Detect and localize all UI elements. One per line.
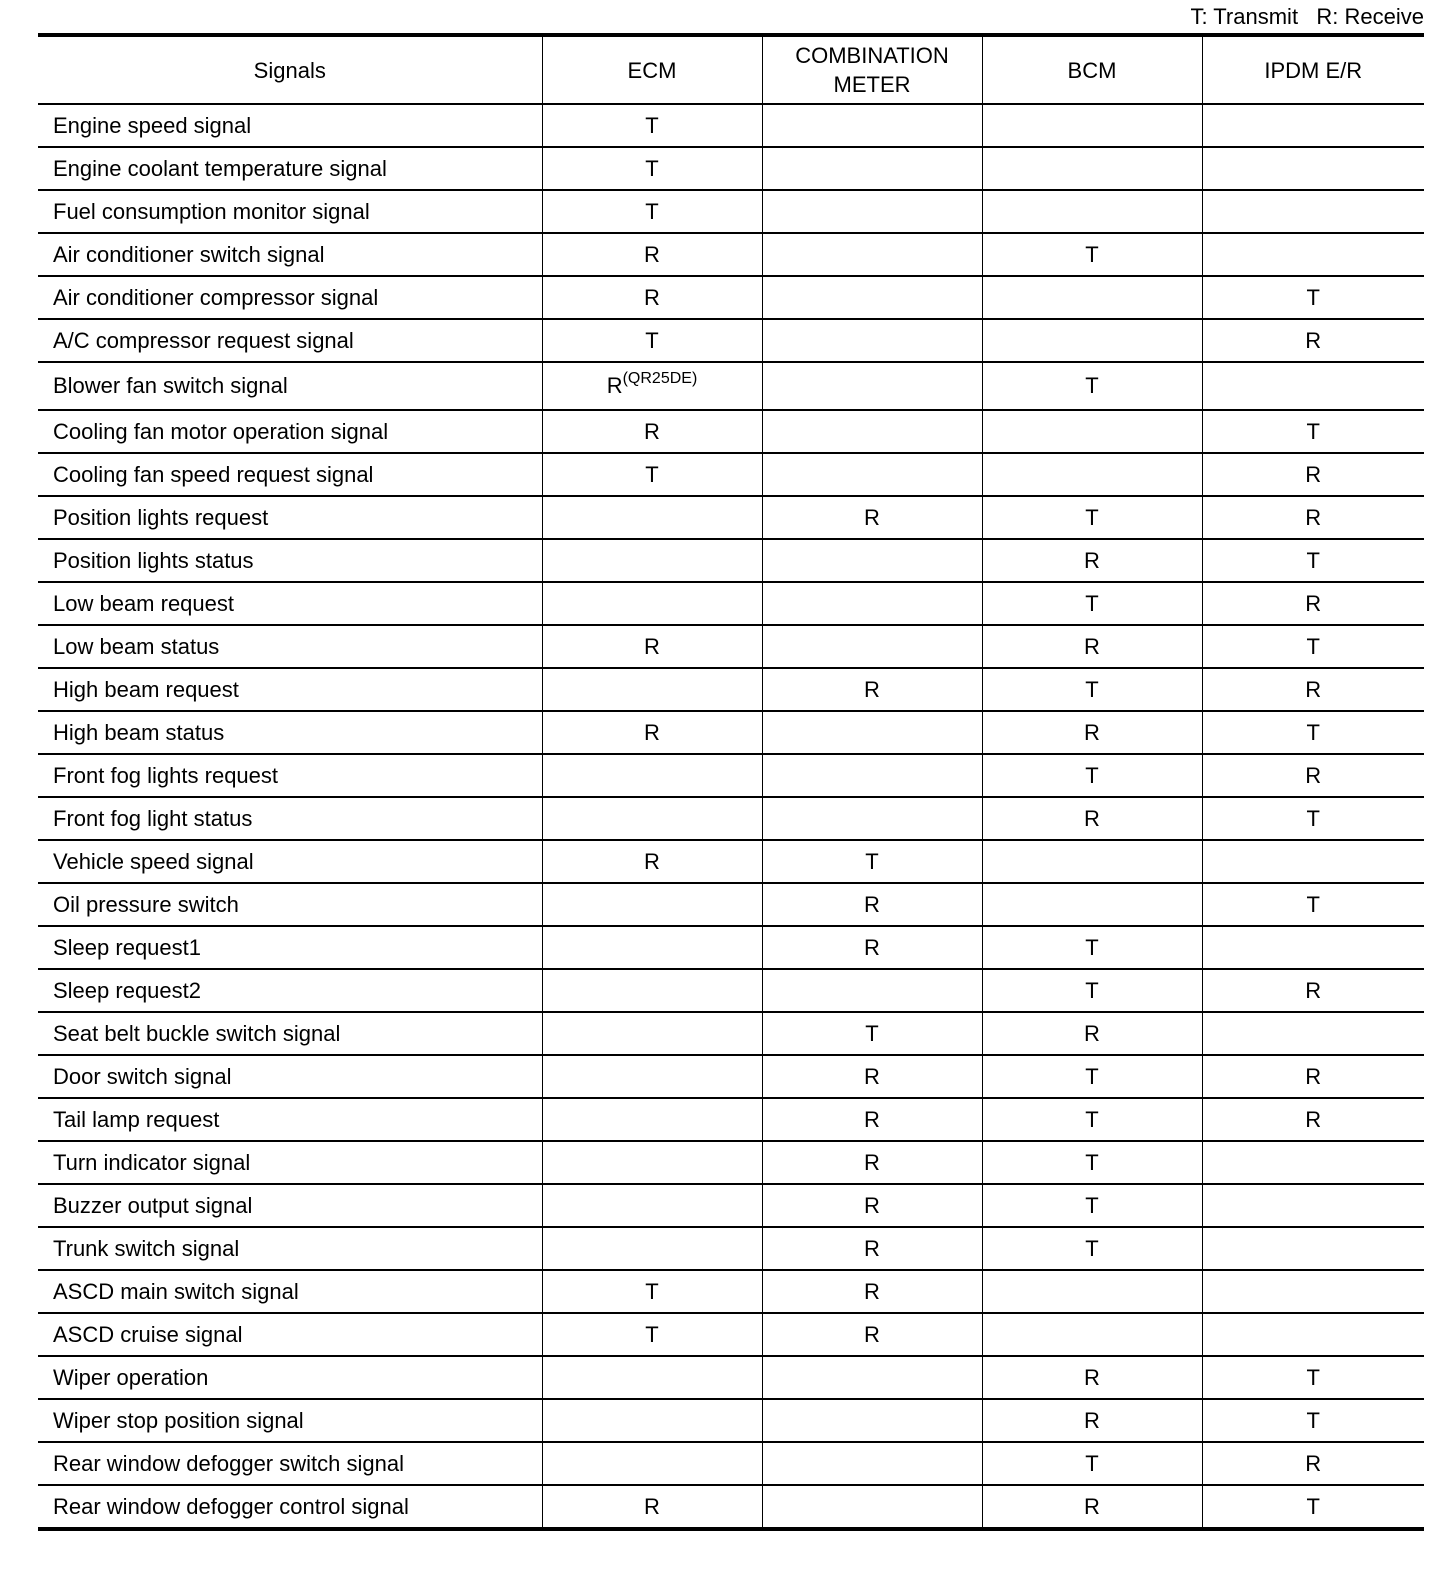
cell-value: R [864,1192,880,1218]
cell-bcm [982,190,1202,233]
cell-ipdm-er [1202,147,1424,190]
cell-ipdm-er [1202,711,1424,754]
cell-ecm [542,190,762,233]
cell-combination-meter [762,1055,982,1098]
table-row [38,453,1424,496]
cell-bcm [982,1141,1202,1184]
cell-ipdm-er [1202,1399,1424,1442]
cell-ipdm-er [1202,1184,1424,1227]
cell-bcm [982,496,1202,539]
cell-combination-meter [762,319,982,362]
cell-ipdm-er [1202,1141,1424,1184]
cell-value: T [1085,676,1099,702]
table-row [38,582,1424,625]
signal-name: Buzzer output signal [38,1184,542,1227]
cell-ecm [542,1141,762,1184]
cell-ecm [542,582,762,625]
cell-value: T [1306,284,1320,310]
table-row [38,1227,1424,1270]
cell-bcm [982,754,1202,797]
cell-ipdm-er [1202,104,1424,147]
table-row [38,276,1424,319]
cell-combination-meter [762,754,982,797]
cell-value: T [1306,418,1320,444]
cell-ipdm-er [1202,1442,1424,1485]
signal-name: Low beam status [38,625,542,668]
cell-bcm [982,453,1202,496]
cell-bcm [982,625,1202,668]
cell-bcm [982,1442,1202,1485]
cell-bcm [982,362,1202,410]
col-header-ipdm-er: IPDM E/R [1202,35,1424,104]
table-row [38,362,1424,410]
cell-bcm [982,1399,1202,1442]
cell-ecm [542,969,762,1012]
table-row [38,1012,1424,1055]
cell-combination-meter [762,1313,982,1356]
cell-value: T [1306,891,1320,917]
cell-bcm [982,1098,1202,1141]
cell-combination-meter [762,410,982,453]
cell-value: R [644,284,660,310]
cell-ipdm-er [1202,926,1424,969]
cell-ecm [542,1270,762,1313]
table-row [38,1141,1424,1184]
cell-combination-meter [762,233,982,276]
cell-value: R [1305,676,1322,702]
cell-combination-meter [762,1227,982,1270]
cell-bcm [982,668,1202,711]
table-row [38,1055,1424,1098]
cell-ecm [542,711,762,754]
cell-combination-meter [762,453,982,496]
cell-value: T [1085,241,1099,267]
col-header-signals: Signals [38,35,542,104]
cell-ecm [542,1313,762,1356]
cell-ecm [542,1184,762,1227]
cell-value: R [864,1106,880,1132]
signal-name: Rear window defogger control signal [38,1485,542,1529]
cell-ipdm-er [1202,883,1424,926]
cell-ipdm-er [1202,319,1424,362]
cell-combination-meter [762,1442,982,1485]
signal-name: Engine speed signal [38,104,542,147]
cell-value: R [864,1235,880,1261]
table-row [38,1098,1424,1141]
cell-ipdm-er [1202,233,1424,276]
cell-ipdm-er [1202,276,1424,319]
col-header-bcm: BCM [982,35,1202,104]
cell-value: R [644,848,660,874]
cell-value: R [864,504,880,530]
cell-ipdm-er [1202,582,1424,625]
cell-bcm [982,1055,1202,1098]
cell-bcm [982,276,1202,319]
cell-ecm [542,233,762,276]
cell-value: R [644,719,660,745]
signal-name: Door switch signal [38,1055,542,1098]
table-row [38,1442,1424,1485]
cell-combination-meter [762,1184,982,1227]
table-row [38,190,1424,233]
table-row [38,1485,1424,1529]
cell-value: T [1085,504,1099,530]
cell-value: T [645,198,659,224]
signal-name: Vehicle speed signal [38,840,542,883]
cell-ecm [542,1227,762,1270]
cell-ipdm-er [1202,1270,1424,1313]
cell-ecm [542,410,762,453]
table-row [38,754,1424,797]
signal-name: Seat belt buckle switch signal [38,1012,542,1055]
signal-name: Position lights request [38,496,542,539]
cell-ipdm-er [1202,625,1424,668]
cell-ecm [542,539,762,582]
cell-combination-meter [762,496,982,539]
cell-value: R [1084,1020,1100,1046]
table-row [38,1399,1424,1442]
cell-bcm [982,1012,1202,1055]
signal-name: Turn indicator signal [38,1141,542,1184]
cell-ipdm-er [1202,539,1424,582]
col-header-combination-meter: COMBINATION METER [762,35,982,104]
cell-value: T [1085,977,1099,1003]
table-row [38,410,1424,453]
cell-ecm [542,926,762,969]
table-row [38,797,1424,840]
signal-name: Tail lamp request [38,1098,542,1141]
cell-ipdm-er [1202,410,1424,453]
table-row [38,539,1424,582]
table-row [38,625,1424,668]
cell-ecm [542,362,762,410]
cell-combination-meter [762,1356,982,1399]
cell-value: T [645,327,659,353]
cell-bcm [982,797,1202,840]
signal-name: Oil pressure switch [38,883,542,926]
table-row [38,1313,1424,1356]
signal-name: Engine coolant temperature signal [38,147,542,190]
cell-combination-meter [762,539,982,582]
cell-ecm [542,147,762,190]
cell-value: T [645,112,659,138]
cell-value: R [644,633,660,659]
table-row [38,1356,1424,1399]
cell-ipdm-er [1202,190,1424,233]
cell-value: T [1306,633,1320,659]
cell-bcm [982,1270,1202,1313]
cell-ecm [542,453,762,496]
cell-value: R [1084,1364,1100,1390]
cell-value: R [1305,590,1322,616]
cell-ecm [542,1055,762,1098]
cell-value: T [1085,590,1099,616]
cell-ecm [542,883,762,926]
cell-ecm [542,1442,762,1485]
cell-value: T [1306,547,1320,573]
cell-value: T [645,461,659,487]
signal-name: A/C compressor request signal [38,319,542,362]
cell-bcm [982,840,1202,883]
cell-ecm [542,1098,762,1141]
cell-value: R [1305,504,1322,530]
table-row [38,104,1424,147]
cell-value: T [1085,1106,1099,1132]
cell-ecm [542,1399,762,1442]
cell-combination-meter [762,668,982,711]
table-row [38,147,1424,190]
cell-ecm [542,496,762,539]
signal-name: Sleep request2 [38,969,542,1012]
cell-value: R [1305,461,1322,487]
cell-value: R [1305,327,1322,353]
table-row [38,233,1424,276]
cell-value: R [606,373,623,398]
cell-value: T [645,1321,659,1347]
cell-combination-meter [762,711,982,754]
cell-value: T [645,155,659,181]
signal-name: ASCD main switch signal [38,1270,542,1313]
cell-combination-meter [762,625,982,668]
cell-combination-meter [762,104,982,147]
cell-ecm [542,1356,762,1399]
cell-ipdm-er [1202,754,1424,797]
signal-name: Blower fan switch signal [38,362,542,410]
cell-combination-meter [762,1270,982,1313]
cell-ecm [542,1012,762,1055]
cell-value: R [864,1278,880,1304]
cell-value: T [1306,1493,1320,1519]
cell-combination-meter [762,840,982,883]
table-row [38,1184,1424,1227]
cell-ipdm-er [1202,1098,1424,1141]
cell-value: T [1085,1192,1099,1218]
cell-bcm [982,539,1202,582]
cell-bcm [982,969,1202,1012]
cell-value: R [864,676,880,702]
cell-bcm [982,319,1202,362]
cell-ipdm-er [1202,1313,1424,1356]
engine-note: (QR25DE) [622,370,698,387]
table-row [38,840,1424,883]
cell-combination-meter [762,190,982,233]
cell-ipdm-er [1202,1485,1424,1529]
signal-name: Air conditioner switch signal [38,233,542,276]
cell-bcm [982,582,1202,625]
cell-ipdm-er [1202,797,1424,840]
cell-combination-meter [762,1141,982,1184]
cell-value: R [1305,1106,1322,1132]
signal-name: Cooling fan motor operation signal [38,410,542,453]
cell-bcm [982,104,1202,147]
cell-combination-meter [762,926,982,969]
cell-bcm [982,926,1202,969]
header-row [38,35,1424,104]
signal-name: Low beam request [38,582,542,625]
cell-ecm [542,276,762,319]
signal-name: ASCD cruise signal [38,1313,542,1356]
cell-ecm [542,840,762,883]
cell-combination-meter [762,147,982,190]
cell-value: T [1085,373,1099,398]
cell-bcm [982,1227,1202,1270]
cell-ipdm-er [1202,840,1424,883]
cell-value: R [864,934,880,960]
cell-combination-meter [762,362,982,410]
cell-ipdm-er [1202,453,1424,496]
cell-value: R [1084,633,1100,659]
table-body [38,104,1424,1529]
cell-value: T [1306,719,1320,745]
cell-ipdm-er [1202,1227,1424,1270]
cell-ecm [542,625,762,668]
cell-ecm [542,797,762,840]
cell-bcm [982,883,1202,926]
cell-ipdm-er [1202,1012,1424,1055]
cell-bcm [982,711,1202,754]
cell-value: R [864,1063,880,1089]
cell-combination-meter [762,582,982,625]
cell-combination-meter [762,1485,982,1529]
cell-combination-meter [762,883,982,926]
cell-value: R [1305,1063,1322,1089]
cell-bcm [982,410,1202,453]
cell-ipdm-er [1202,496,1424,539]
legend: T: Transmit R: Receive [1190,4,1424,29]
cell-value: T [1306,1364,1320,1390]
cell-ipdm-er [1202,668,1424,711]
cell-ecm [542,319,762,362]
cell-value: T [865,1020,879,1046]
cell-combination-meter [762,797,982,840]
table-row [38,496,1424,539]
cell-bcm [982,147,1202,190]
table-row [38,711,1424,754]
signal-name: Front fog light status [38,797,542,840]
cell-combination-meter [762,1399,982,1442]
table-row [38,969,1424,1012]
cell-value: R [864,1149,880,1175]
cell-value: T [1085,1063,1099,1089]
signal-name: Cooling fan speed request signal [38,453,542,496]
cell-value: R [1084,1407,1100,1433]
cell-ecm [542,1485,762,1529]
signal-table [38,33,1424,1531]
cell-ecm [542,754,762,797]
cell-value: R [644,241,660,267]
cell-bcm [982,1356,1202,1399]
signal-name: High beam request [38,668,542,711]
col-header-ecm: ECM [542,35,762,104]
cell-value: R [644,418,660,444]
cell-value: R [1305,762,1322,788]
cell-value: T [865,848,879,874]
cell-value: R [864,891,880,917]
cell-ipdm-er [1202,1356,1424,1399]
cell-combination-meter [762,1098,982,1141]
table-row [38,319,1424,362]
cell-value: R [864,1321,880,1347]
cell-value: R [1305,977,1322,1003]
cell-ipdm-er [1202,1055,1424,1098]
signal-name: Wiper operation [38,1356,542,1399]
signal-name: High beam status [38,711,542,754]
cell-bcm [982,1485,1202,1529]
cell-value: T [1306,1407,1320,1433]
cell-value: R [644,1493,660,1519]
signal-name: Rear window defogger switch signal [38,1442,542,1485]
cell-value: R [1084,547,1100,573]
cell-value: T [1085,1450,1099,1476]
cell-value: T [1085,1235,1099,1261]
cell-combination-meter [762,969,982,1012]
cell-bcm [982,1184,1202,1227]
cell-value: T [1085,934,1099,960]
cell-value: R [1305,1450,1322,1476]
signal-name: Wiper stop position signal [38,1399,542,1442]
cell-ipdm-er [1202,362,1424,410]
table-row [38,1270,1424,1313]
cell-ecm [542,668,762,711]
cell-value: R [1084,1493,1100,1519]
cell-value: T [645,1278,659,1304]
cell-combination-meter [762,1012,982,1055]
signal-name: Air conditioner compressor signal [38,276,542,319]
cell-value: R [1084,719,1100,745]
cell-ecm [542,104,762,147]
signal-name: Trunk switch signal [38,1227,542,1270]
table-row [38,668,1424,711]
cell-value: T [1306,805,1320,831]
table-row [38,926,1424,969]
signal-name: Position lights status [38,539,542,582]
cell-value: T [1085,1149,1099,1175]
cell-combination-meter [762,276,982,319]
cell-ipdm-er [1202,969,1424,1012]
cell-value: R [1084,805,1100,831]
signal-name: Fuel consumption monitor signal [38,190,542,233]
cell-value: T [1085,762,1099,788]
cell-bcm [982,233,1202,276]
signal-name: Sleep request1 [38,926,542,969]
cell-bcm [982,1313,1202,1356]
signal-name: Front fog lights request [38,754,542,797]
table-row [38,883,1424,926]
